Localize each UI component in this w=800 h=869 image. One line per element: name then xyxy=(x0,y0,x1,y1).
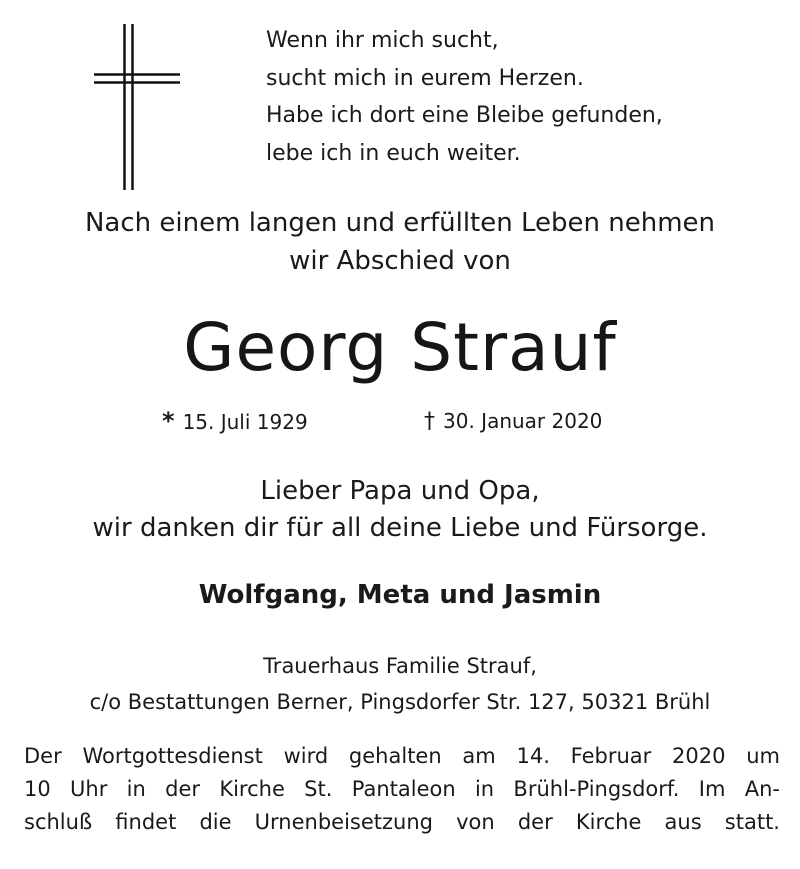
poem-line: Habe ich dort eine Bleibe gefunden, xyxy=(266,103,663,128)
birth-star-icon: * xyxy=(162,407,175,435)
mourning-address xyxy=(0,648,800,720)
birth-date: 15. Juli 1929 xyxy=(182,410,308,434)
death-date-group xyxy=(424,406,602,437)
dedication-line: Lieber Papa und Opa, xyxy=(260,476,540,506)
deceased-name: Georg Strauf xyxy=(183,309,617,386)
birth-date-group xyxy=(162,406,308,437)
poem-line: sucht mich in eurem Herzen. xyxy=(266,65,584,91)
life-dates xyxy=(0,406,800,436)
intro-line: wir Abschied von xyxy=(289,246,511,276)
dedication-line: wir danken dir für all deine Liebe und Fürsorge. xyxy=(92,513,708,543)
service-line: Der Wortgottesdienst wird gehalten am 14. Februar 2020 um xyxy=(24,744,780,768)
family-names: Wolfgang, Meta und Jasmin xyxy=(198,580,602,610)
poem xyxy=(266,22,746,172)
death-date: 30. Januar 2020 xyxy=(443,409,603,433)
service-info xyxy=(24,740,780,839)
death-cross-icon: † xyxy=(424,409,435,434)
address-line: Trauerhaus Familie Strauf, xyxy=(263,654,537,678)
service-line: 10 Uhr in der Kirche St. Pantaleon in Brühl-Pingsdorf. Im An- xyxy=(24,777,780,801)
service-line: schluß findet die Urnenbeisetzung von der Kirche aus statt. xyxy=(24,810,780,834)
poem-line: lebe ich in euch weiter. xyxy=(266,140,521,166)
intro-text xyxy=(0,204,800,280)
cross-icon xyxy=(94,24,180,190)
dedication-text xyxy=(0,473,800,547)
intro-line: Nach einem langen und erfüllten Leben nehmen xyxy=(84,208,716,238)
address-line: c/o Bestattungen Berner, Pingsdorfer Str. 127, 50321 Brühl xyxy=(89,690,711,714)
poem-line: Wenn ihr mich sucht, xyxy=(266,28,499,53)
